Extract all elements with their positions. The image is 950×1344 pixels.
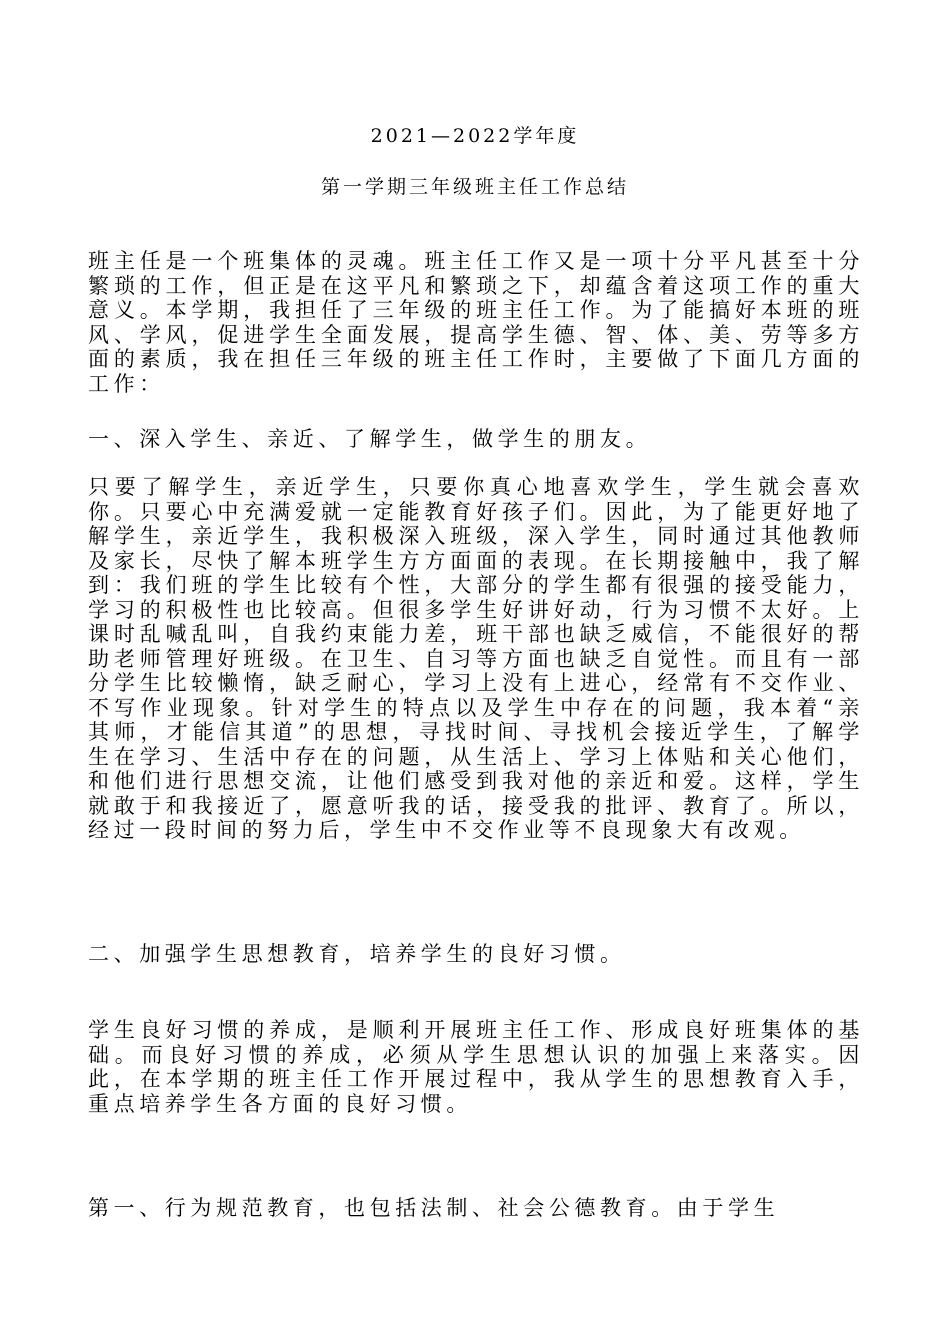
document-title-year: 2021—2022学年度: [370, 125, 580, 147]
section-heading-2: 二、加强学生思想教育，培养学生的良好习惯。: [88, 942, 626, 966]
section-1-paragraph: 只要了解学生，亲近学生，只要你真心地喜欢学生，学生就会喜欢你。只要心中充满爱就一定能教育好孩子们。因此，为了能更好地了解学生，亲近学生，我积极深入班级，深入学生，同时通过其他教师及家长，尽快了解本班学生方方面面的表现。在长期接触中，我了解到：我们班的学生比较有个性，大部分的学生都有很强的接受能力，学习的积极性也比较高。但很多学生好讲好动，行为习惯不太好。上课时乱喊乱叫，自我约束能力差，班干部也缺乏威信，不能很好的帮助老师管理好班级。在卫生、自习等方面也缺乏自觉性。而且有一部分学生比较懒惰，缺乏耐心，学习上没有上进心，经常有不交作业、不写作业现象。针对学生的特点以及学生中存在的问题，我本着“亲其师，才能信其道”的思想，寻找时间、寻找机会接近学生，了解学生在学习、生活中存在的问题，从生活上、学习上体贴和关心他们，和他们进行思想交流，让他们感受到我对他的亲近和爱。这样，学生就敢于和我接近了，愿意听我的话，接受我的批评、教育了。所以，经过一段时间的努力后，学生中不交作业等不良现象大有改观。: [88, 475, 864, 842]
document-title: 第一学期三年级班主任工作总结: [320, 176, 629, 198]
section-2-paragraph: 学生良好习惯的养成，是顺利开展班主任工作、形成良好班集体的基础。而良好习惯的养成，必须从学生思想认识的加强上来落实。因此，在本学期的班主任工作开展过程中，我从学生的思想教育入手，重点培养学生各方面的良好习惯。: [88, 1018, 864, 1116]
section-heading-1: 一、深入学生、亲近、了解学生，做学生的朋友。: [88, 427, 652, 451]
section-3-paragraph: 第一、行为规范教育，也包括法制、社会公德教育。由于学生: [88, 1196, 780, 1220]
intro-paragraph: 班主任是一个班集体的灵魂。班主任工作又是一项十分平凡甚至十分繁琐的工作，但正是在这平凡和繁琐之下，却蕴含着这项工作的重大意义。本学期，我担任了三年级的班主任工作。为了能搞好本班的班风、学风，促进学生全面发展，提高学生德、智、体、美、劳等多方面的素质，我在担任三年级的班主任工作时，主要做了下面几方面的工作：: [88, 249, 864, 396]
